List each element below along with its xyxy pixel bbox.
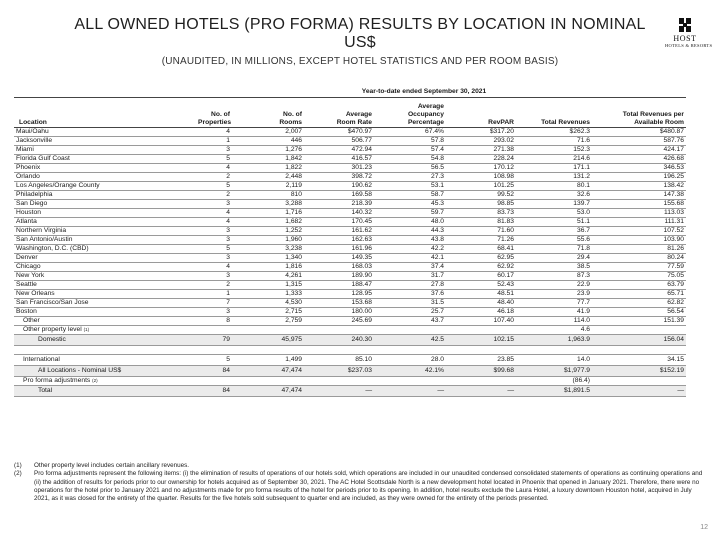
cell-rooms: 1,340 <box>232 253 304 262</box>
table-row <box>14 154 686 163</box>
domestic-occupancy: 42.5 <box>374 334 446 345</box>
cell-rooms: 2,759 <box>232 316 304 325</box>
domestic-revpar: 102.15 <box>446 334 516 345</box>
domestic-total: 1,963.9 <box>516 334 592 345</box>
cell-revpar: 48.51 <box>446 289 516 298</box>
cell-total: 171.1 <box>516 163 592 172</box>
table-row <box>14 226 686 235</box>
page-title: ALL OWNED HOTELS (PRO FORMA) RESULTS BY LOCATION IN NOMINAL US$ <box>74 16 646 51</box>
cell-total: 87.3 <box>516 271 592 280</box>
cell-properties: 2 <box>162 280 232 289</box>
international-row <box>14 354 686 365</box>
cell-per-room: 196.25 <box>592 172 686 181</box>
international-rooms: 1,499 <box>232 354 304 365</box>
cell-properties: 4 <box>162 208 232 217</box>
cell-per-room: 151.39 <box>592 316 686 325</box>
cell-rooms: 2,715 <box>232 307 304 316</box>
cell-occupancy: 58.7 <box>374 190 446 199</box>
col-rooms: No. of Rooms <box>232 97 304 127</box>
cell-per-room: 63.79 <box>592 280 686 289</box>
domestic-label: Domestic <box>14 334 162 345</box>
table-row <box>14 145 686 154</box>
cell-occupancy: 53.1 <box>374 181 446 190</box>
location-name: Atlanta <box>14 217 162 226</box>
cell-rooms: 1,682 <box>232 217 304 226</box>
cell-rooms: 2,448 <box>232 172 304 181</box>
cell-properties: 4 <box>162 163 232 172</box>
footnote-2-label: (2) <box>14 470 22 478</box>
table-row <box>14 208 686 217</box>
table-row <box>14 217 686 226</box>
cell-rate: 140.32 <box>304 208 374 217</box>
cell-total: 29.4 <box>516 253 592 262</box>
cell-per-room: 103.90 <box>592 235 686 244</box>
cell-per-room: 62.82 <box>592 298 686 307</box>
domestic-per-room: 156.04 <box>592 334 686 345</box>
international-occupancy: 28.0 <box>374 354 446 365</box>
cell-occupancy: 27.3 <box>374 172 446 181</box>
cell-rooms: 1,276 <box>232 145 304 154</box>
location-name: San Antonio/Austin <box>14 235 162 244</box>
cell-revpar: 271.38 <box>446 145 516 154</box>
cell-rate: 188.47 <box>304 280 374 289</box>
cell-rate: 168.03 <box>304 262 374 271</box>
cell-rate: $470.97 <box>304 127 374 136</box>
table-row <box>14 289 686 298</box>
cell-per-room: 75.05 <box>592 271 686 280</box>
cell-occupancy: 42.2 <box>374 244 446 253</box>
cell-rooms: 3,238 <box>232 244 304 253</box>
cell-properties: 2 <box>162 190 232 199</box>
cell-total: 152.3 <box>516 145 592 154</box>
domestic-properties: 79 <box>162 334 232 345</box>
footnote-ref-2: (2) <box>92 377 98 383</box>
location-name: Maui/Oahu <box>14 127 162 136</box>
col-occupancy: Average Occupancy Percentage <box>374 97 446 127</box>
cell-revpar: 170.12 <box>446 163 516 172</box>
logo-tagline: HOTELS & RESORTS <box>665 43 713 48</box>
cell-revpar: 60.17 <box>446 271 516 280</box>
all-locations-per-room: $152.19 <box>592 365 686 376</box>
international-total: 14.0 <box>516 354 592 365</box>
all-locations-label: All Locations - Nominal US$ <box>14 365 162 376</box>
cell-rate: 189.90 <box>304 271 374 280</box>
cell-per-room: 587.76 <box>592 136 686 145</box>
cell-total: 77.7 <box>516 298 592 307</box>
cell-properties: 1 <box>162 136 232 145</box>
cell-occupancy: 67.4% <box>374 127 446 136</box>
cell-occupancy: 43.7 <box>374 316 446 325</box>
location-name: Jacksonville <box>14 136 162 145</box>
table-row <box>14 244 686 253</box>
spacer-row <box>14 345 686 354</box>
cell-occupancy: 27.8 <box>374 280 446 289</box>
cell-properties: 3 <box>162 226 232 235</box>
table-row <box>14 262 686 271</box>
international-rate: 85.10 <box>304 354 374 365</box>
cell-total: 114.0 <box>516 316 592 325</box>
cell-occupancy: 44.3 <box>374 226 446 235</box>
total-rooms: 47,474 <box>232 385 304 396</box>
cell-properties: 3 <box>162 235 232 244</box>
location-name: Houston <box>14 208 162 217</box>
cell-per-room: 111.31 <box>592 217 686 226</box>
cell-revpar: 62.95 <box>446 253 516 262</box>
page-number: 12 <box>700 524 708 531</box>
cell-revpar: 107.40 <box>446 316 516 325</box>
cell-rooms: 1,842 <box>232 154 304 163</box>
cell-rooms: 1,816 <box>232 262 304 271</box>
cell-revpar: 62.92 <box>446 262 516 271</box>
cell-properties: 4 <box>162 127 232 136</box>
cell-occupancy: 31.5 <box>374 298 446 307</box>
cell-revpar: 99.52 <box>446 190 516 199</box>
cell-rate: 180.00 <box>304 307 374 316</box>
cell-revpar: $317.20 <box>446 127 516 136</box>
cell-properties: 3 <box>162 271 232 280</box>
cell-properties: 3 <box>162 145 232 154</box>
location-name: Boston <box>14 307 162 316</box>
all-locations-occupancy: 42.1% <box>374 365 446 376</box>
cell-properties: 3 <box>162 307 232 316</box>
host-logo-mark-icon <box>679 18 691 32</box>
other-property-level-label: Other property level <box>23 325 82 333</box>
cell-occupancy: 56.5 <box>374 163 446 172</box>
location-name: Denver <box>14 253 162 262</box>
cell-properties: 3 <box>162 253 232 262</box>
cell-rooms: 1,333 <box>232 289 304 298</box>
cell-occupancy: 37.6 <box>374 289 446 298</box>
cell-per-room: 147.38 <box>592 190 686 199</box>
footnotes <box>14 462 704 503</box>
cell-total: 41.9 <box>516 307 592 316</box>
cell-total: 23.9 <box>516 289 592 298</box>
total-properties: 84 <box>162 385 232 396</box>
cell-properties: 5 <box>162 181 232 190</box>
cell-revpar: 98.85 <box>446 199 516 208</box>
col-properties: No. of Properties <box>162 97 232 127</box>
page-subtitle: (UNAUDITED, IN MILLIONS, EXCEPT HOTEL STATISTICS AND PER ROOM BASIS) <box>161 56 559 67</box>
cell-occupancy: 48.0 <box>374 217 446 226</box>
location-name: Phoenix <box>14 163 162 172</box>
other-property-level-total: 4.6 <box>516 325 592 334</box>
cell-revpar: 108.98 <box>446 172 516 181</box>
cell-properties: 5 <box>162 154 232 163</box>
international-label: International <box>14 354 162 365</box>
cell-revpar: 228.24 <box>446 154 516 163</box>
cell-revpar: 52.43 <box>446 280 516 289</box>
cell-total: 22.9 <box>516 280 592 289</box>
location-name: Northern Virginia <box>14 226 162 235</box>
cell-occupancy: 43.8 <box>374 235 446 244</box>
cell-total: 71.6 <box>516 136 592 145</box>
cell-rate: 245.69 <box>304 316 374 325</box>
total-row <box>14 385 686 396</box>
cell-occupancy: 31.7 <box>374 271 446 280</box>
total-per-room: — <box>592 385 686 396</box>
location-name: New Orleans <box>14 289 162 298</box>
table-row <box>14 127 686 136</box>
cell-per-room: 56.54 <box>592 307 686 316</box>
cell-total: 32.6 <box>516 190 592 199</box>
all-locations-revpar: $99.68 <box>446 365 516 376</box>
cell-rooms: 1,315 <box>232 280 304 289</box>
total-occupancy: — <box>374 385 446 396</box>
cell-total: 36.7 <box>516 226 592 235</box>
cell-rate: 301.23 <box>304 163 374 172</box>
domestic-row <box>14 334 686 345</box>
cell-per-room: 80.24 <box>592 253 686 262</box>
cell-properties: 2 <box>162 172 232 181</box>
cell-properties: 8 <box>162 316 232 325</box>
location-name: San Diego <box>14 199 162 208</box>
pro-forma-adjustments-row <box>14 376 686 385</box>
cell-revpar: 68.41 <box>446 244 516 253</box>
cell-rate: 161.62 <box>304 226 374 235</box>
domestic-rooms: 45,975 <box>232 334 304 345</box>
table-row <box>14 235 686 244</box>
cell-properties: 7 <box>162 298 232 307</box>
cell-rooms: 3,288 <box>232 199 304 208</box>
total-rate: — <box>304 385 374 396</box>
cell-total: 51.1 <box>516 217 592 226</box>
international-revpar: 23.85 <box>446 354 516 365</box>
table-row <box>14 181 686 190</box>
col-rate: Average Room Rate <box>304 97 374 127</box>
total-total: $1,891.5 <box>516 385 592 396</box>
cell-revpar: 83.73 <box>446 208 516 217</box>
cell-revpar: 71.26 <box>446 235 516 244</box>
cell-revpar: 101.25 <box>446 181 516 190</box>
international-per-room: 34.15 <box>592 354 686 365</box>
cell-total: 55.6 <box>516 235 592 244</box>
cell-rooms: 1,822 <box>232 163 304 172</box>
cell-rooms: 4,530 <box>232 298 304 307</box>
cell-revpar: 46.18 <box>446 307 516 316</box>
col-per-room: Total Revenues per Available Room <box>592 97 686 127</box>
cell-rate: 190.62 <box>304 181 374 190</box>
cell-occupancy: 57.4 <box>374 145 446 154</box>
col-revpar: RevPAR <box>446 97 516 127</box>
cell-total: 71.8 <box>516 244 592 253</box>
location-name: Orlando <box>14 172 162 181</box>
table-row <box>14 271 686 280</box>
cell-per-room: 113.03 <box>592 208 686 217</box>
cell-revpar: 71.60 <box>446 226 516 235</box>
host-hotels-logo <box>665 18 713 49</box>
cell-total: 80.1 <box>516 181 592 190</box>
cell-per-room: 77.59 <box>592 262 686 271</box>
table-row <box>14 163 686 172</box>
cell-rate: 398.72 <box>304 172 374 181</box>
location-name: Other <box>14 316 162 325</box>
cell-total: 53.0 <box>516 208 592 217</box>
cell-occupancy: 45.3 <box>374 199 446 208</box>
table-row <box>14 136 686 145</box>
table-row <box>14 280 686 289</box>
cell-rate: 161.96 <box>304 244 374 253</box>
cell-rate: 153.68 <box>304 298 374 307</box>
location-name: Washington, D.C. (CBD) <box>14 244 162 253</box>
domestic-rate: 240.30 <box>304 334 374 345</box>
cell-occupancy: 54.8 <box>374 154 446 163</box>
location-name: Los Angeles/Orange County <box>14 181 162 190</box>
col-total-revenues: Total Revenues <box>516 97 592 127</box>
all-locations-properties: 84 <box>162 365 232 376</box>
cell-rate: 170.45 <box>304 217 374 226</box>
cell-total: 38.5 <box>516 262 592 271</box>
all-locations-total: $1,977.9 <box>516 365 592 376</box>
cell-per-room: 65.71 <box>592 289 686 298</box>
cell-occupancy: 42.1 <box>374 253 446 262</box>
location-name: New York <box>14 271 162 280</box>
cell-properties: 3 <box>162 199 232 208</box>
cell-rate: 506.77 <box>304 136 374 145</box>
table-row <box>14 307 686 316</box>
cell-properties: 4 <box>162 217 232 226</box>
cell-rooms: 1,252 <box>232 226 304 235</box>
cell-per-room: $480.87 <box>592 127 686 136</box>
cell-properties: 5 <box>162 244 232 253</box>
all-locations-rooms: 47,474 <box>232 365 304 376</box>
table-row <box>14 298 686 307</box>
cell-properties: 4 <box>162 262 232 271</box>
location-name: Florida Gulf Coast <box>14 154 162 163</box>
cell-total: 214.6 <box>516 154 592 163</box>
cell-rate: 472.94 <box>304 145 374 154</box>
footnote-2 <box>14 470 704 503</box>
all-locations-rate: $237.03 <box>304 365 374 376</box>
cell-occupancy: 57.8 <box>374 136 446 145</box>
table-row <box>14 190 686 199</box>
cell-rate: 128.95 <box>304 289 374 298</box>
location-name: Seattle <box>14 280 162 289</box>
cell-revpar: 81.83 <box>446 217 516 226</box>
cell-total: $262.3 <box>516 127 592 136</box>
cell-total: 139.7 <box>516 199 592 208</box>
footnote-1-label: (1) <box>14 462 22 469</box>
cell-per-room: 81.26 <box>592 244 686 253</box>
location-name: Chicago <box>14 262 162 271</box>
table-row <box>14 199 686 208</box>
cell-per-room: 155.68 <box>592 199 686 208</box>
cell-per-room: 426.68 <box>592 154 686 163</box>
pro-forma-total: (86.4) <box>516 376 592 385</box>
cell-rate: 416.57 <box>304 154 374 163</box>
cell-properties: 1 <box>162 289 232 298</box>
cell-per-room: 107.52 <box>592 226 686 235</box>
cell-rooms: 1,716 <box>232 208 304 217</box>
cell-rooms: 810 <box>232 190 304 199</box>
footnote-1-text: Other property level includes certain ancillary revenues. <box>34 462 190 469</box>
cell-revpar: 48.40 <box>446 298 516 307</box>
footnote-1 <box>14 462 704 470</box>
cell-rooms: 1,960 <box>232 235 304 244</box>
table-row <box>14 172 686 181</box>
cell-rooms: 2,119 <box>232 181 304 190</box>
cell-rooms: 446 <box>232 136 304 145</box>
cell-per-room: 138.42 <box>592 181 686 190</box>
cell-occupancy: 59.7 <box>374 208 446 217</box>
cell-rate: 218.39 <box>304 199 374 208</box>
cell-rate: 149.35 <box>304 253 374 262</box>
col-location: Location <box>14 97 162 127</box>
period-header: Year-to-date ended September 30, 2021 <box>162 88 686 97</box>
international-properties: 5 <box>162 354 232 365</box>
location-name: San Francisco/San Jose <box>14 298 162 307</box>
cell-per-room: 346.53 <box>592 163 686 172</box>
pro-forma-label: Pro forma adjustments <box>23 376 91 384</box>
footnote-ref-1: (1) <box>83 326 90 332</box>
cell-per-room: 424.17 <box>592 145 686 154</box>
cell-occupancy: 25.7 <box>374 307 446 316</box>
cell-revpar: 293.02 <box>446 136 516 145</box>
logo-wordmark: HOST <box>673 34 697 43</box>
total-label: Total <box>14 385 162 396</box>
location-name: Philadelphia <box>14 190 162 199</box>
location-name: Miami <box>14 145 162 154</box>
cell-rate: 169.58 <box>304 190 374 199</box>
cell-rooms: 2,007 <box>232 127 304 136</box>
all-locations-row <box>14 365 686 376</box>
results-by-location-table <box>14 88 686 397</box>
table-row <box>14 316 686 325</box>
footnote-2-text: Pro forma adjustments represent the following items: (i) the elimination of results of operations of our hotels sold, which operations are included in our unaudited condensed consolidated statements of operations as continuing operations and (ii) the addition of results for periods prior to our ownership for hotels acquired as of September 30, 2021. The AC Hotel Scottsdale North is a new development hotel located in Phoenix that opened in January 2021. Therefore, there were no operations for the hotel prior to January 2021 and no adjustments made for pro forma results of the hotel for periods prior to its opening. In addition, hotel results exclude the Laura Hotel, a luxury downtown Houston hotel, acquired in July 2021, as it was closed for the entirety of the quarter. Results for the five hotels sold subsequent to quarter end are included, as they were owned for the entirety of the periods presented. <box>34 470 703 503</box>
table-row <box>14 253 686 262</box>
total-revpar: — <box>446 385 516 396</box>
cell-rooms: 4,261 <box>232 271 304 280</box>
cell-rate: 162.63 <box>304 235 374 244</box>
cell-total: 131.2 <box>516 172 592 181</box>
cell-occupancy: 37.4 <box>374 262 446 271</box>
other-property-level-row <box>14 325 686 334</box>
